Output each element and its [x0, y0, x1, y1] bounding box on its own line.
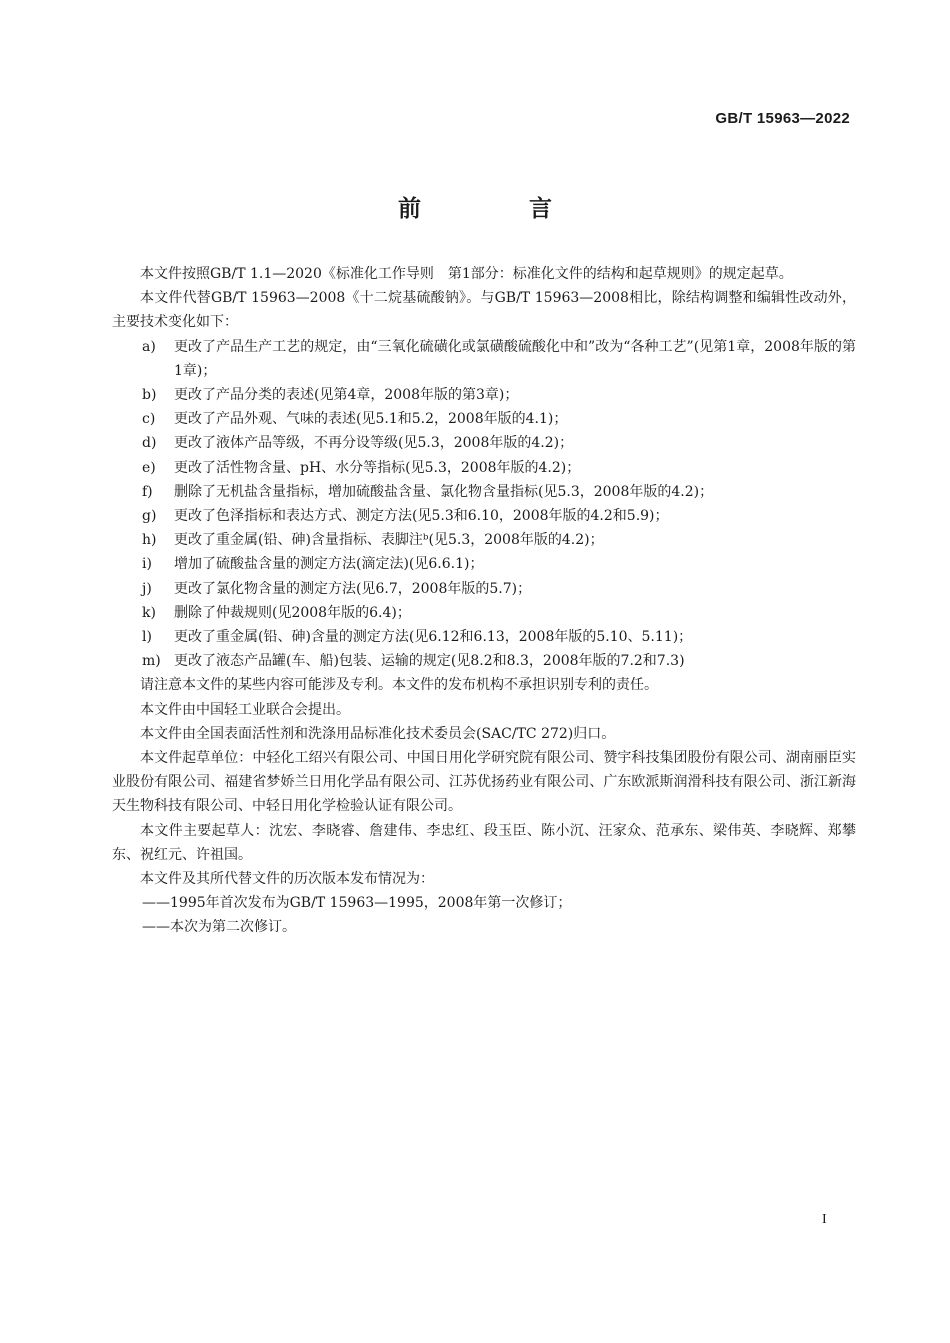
list-item-text: 更改了产品生产工艺的规定，由“三氧化硫磺化或氯磺酸硫酸化中和”改为“各种工艺”(见第1章，2008年版的第1章)；: [174, 338, 856, 379]
list-item-text: 增加了硫酸盐含量的测定方法(滴定法)(见6.6.1)；: [174, 556, 484, 573]
list-item-label: b): [142, 387, 157, 404]
list-item-label: m): [142, 653, 161, 670]
page-title: 前 言: [397, 196, 602, 222]
list-item: [112, 625, 856, 649]
list-item-text: 更改了液态产品罐(车、船)包装、运输的规定(见8.2和8.3，2008年版的7.2和7.3): [174, 653, 685, 670]
list-item: [112, 383, 856, 407]
list-item-label: e): [142, 459, 156, 476]
list-item-label: g): [142, 508, 157, 525]
list-item-text: 更改了色泽指标和表达方式、测定方法(见5.3和6.10，2008年版的4.2和5.9)；: [174, 508, 669, 525]
list-item-text: 更改了氯化物含量的测定方法(见6.7，2008年版的5.7)；: [174, 580, 532, 597]
patent-notice: 请注意本文件的某些内容可能涉及专利。本文件的发布机构不承担识别专利的责任。: [140, 677, 658, 694]
list-item: [112, 601, 856, 625]
list-item-label: k): [142, 604, 156, 621]
list-item-text: 删除了无机盐含量指标，增加硫酸盐含量、氯化物含量指标(见5.3，2008年版的4.2)；: [174, 483, 714, 500]
list-item: [112, 528, 856, 552]
list-item-text: 更改了产品分类的表述(见第4章，2008年版的第3章)；: [174, 387, 519, 404]
list-item-label: i): [142, 556, 152, 573]
list-item: [112, 577, 856, 601]
list-item-label: j): [142, 580, 152, 597]
standard-code: GB/T 15963—2022: [715, 110, 850, 127]
list-item-label: h): [142, 532, 157, 549]
list-item-text: 更改了重金属(铅、砷)含量指标、表脚注ᵇ(见5.3，2008年版的4.2)；: [174, 532, 604, 549]
list-item: [112, 480, 856, 504]
list-item: [112, 407, 856, 431]
proposed-by: 本文件由中国轻工业联合会提出。: [140, 701, 350, 718]
centralized-by: 本文件由全国表面活性剂和洗涤用品标准化技术委员会(SAC/TC 272)归口。: [140, 725, 616, 742]
replacement-paragraph: 本文件代替GB/T 15963—2008《十二烷基硫酸钠》。与GB/T 15963—2008相比，除结构调整和编辑性改动外，主要技术变化如下：: [112, 290, 856, 331]
list-item-label: a): [142, 338, 156, 355]
list-item-text: 删除了仲裁规则(见2008年版的6.4)；: [174, 604, 411, 621]
list-item-text: 更改了产品外观、气味的表述(见5.1和5.2，2008年版的4.1)；: [174, 411, 568, 428]
page-number: I: [822, 1212, 827, 1227]
list-item-text: 更改了液体产品等级，不再分设等级(见5.3，2008年版的4.2)；: [174, 435, 574, 452]
list-item: [112, 649, 856, 673]
drafting-units: 本文件起草单位：中轻化工绍兴有限公司、中国日用化学研究院有限公司、赞宇科技集团股份有限公司、湖南丽臣实业股份有限公司、福建省梦娇兰日用化学品有限公司、江苏优扬药业有限公司、广东欧派斯润滑科技有限公司、浙江新海天生物科技有限公司、中轻日用化学检验认证有限公司。: [112, 750, 856, 815]
history-item: ——1995年首次发布为GB/T 15963—1995，2008年第一次修订；: [142, 895, 572, 912]
list-item-label: d): [142, 435, 157, 452]
list-item: [112, 431, 856, 455]
changes-list: [112, 335, 856, 674]
list-item-text: 更改了活性物含量、pH、水分等指标(见5.3，2008年版的4.2)；: [174, 459, 581, 476]
list-item: [112, 552, 856, 576]
list-item-text: 更改了重金属(铅、砷)含量的测定方法(见6.12和6.13，2008年版的5.10、5.11)；: [174, 629, 693, 646]
list-item-label: f): [142, 483, 153, 500]
list-item: [112, 456, 856, 480]
list-item: [112, 335, 856, 383]
list-item-label: c): [142, 411, 156, 428]
list-item: [112, 504, 856, 528]
foreword-body: [112, 262, 856, 940]
list-item-label: l): [142, 629, 152, 646]
history-item: ——本次为第二次修订。: [142, 919, 296, 936]
drafting-rules-paragraph: 本文件按照GB/T 1.1—2020《标准化工作导则 第1部分：标准化文件的结构和起草规则》的规定起草。: [140, 266, 793, 282]
main-drafters: 本文件主要起草人：沈宏、李晓睿、詹建伟、李忠红、段玉臣、陈小沉、汪家众、范承东、梁伟英、李晓辉、郑攀东、祝红元、许祖国。: [112, 822, 856, 863]
history-intro: 本文件及其所代替文件的历次版本发布情况为：: [140, 871, 434, 888]
